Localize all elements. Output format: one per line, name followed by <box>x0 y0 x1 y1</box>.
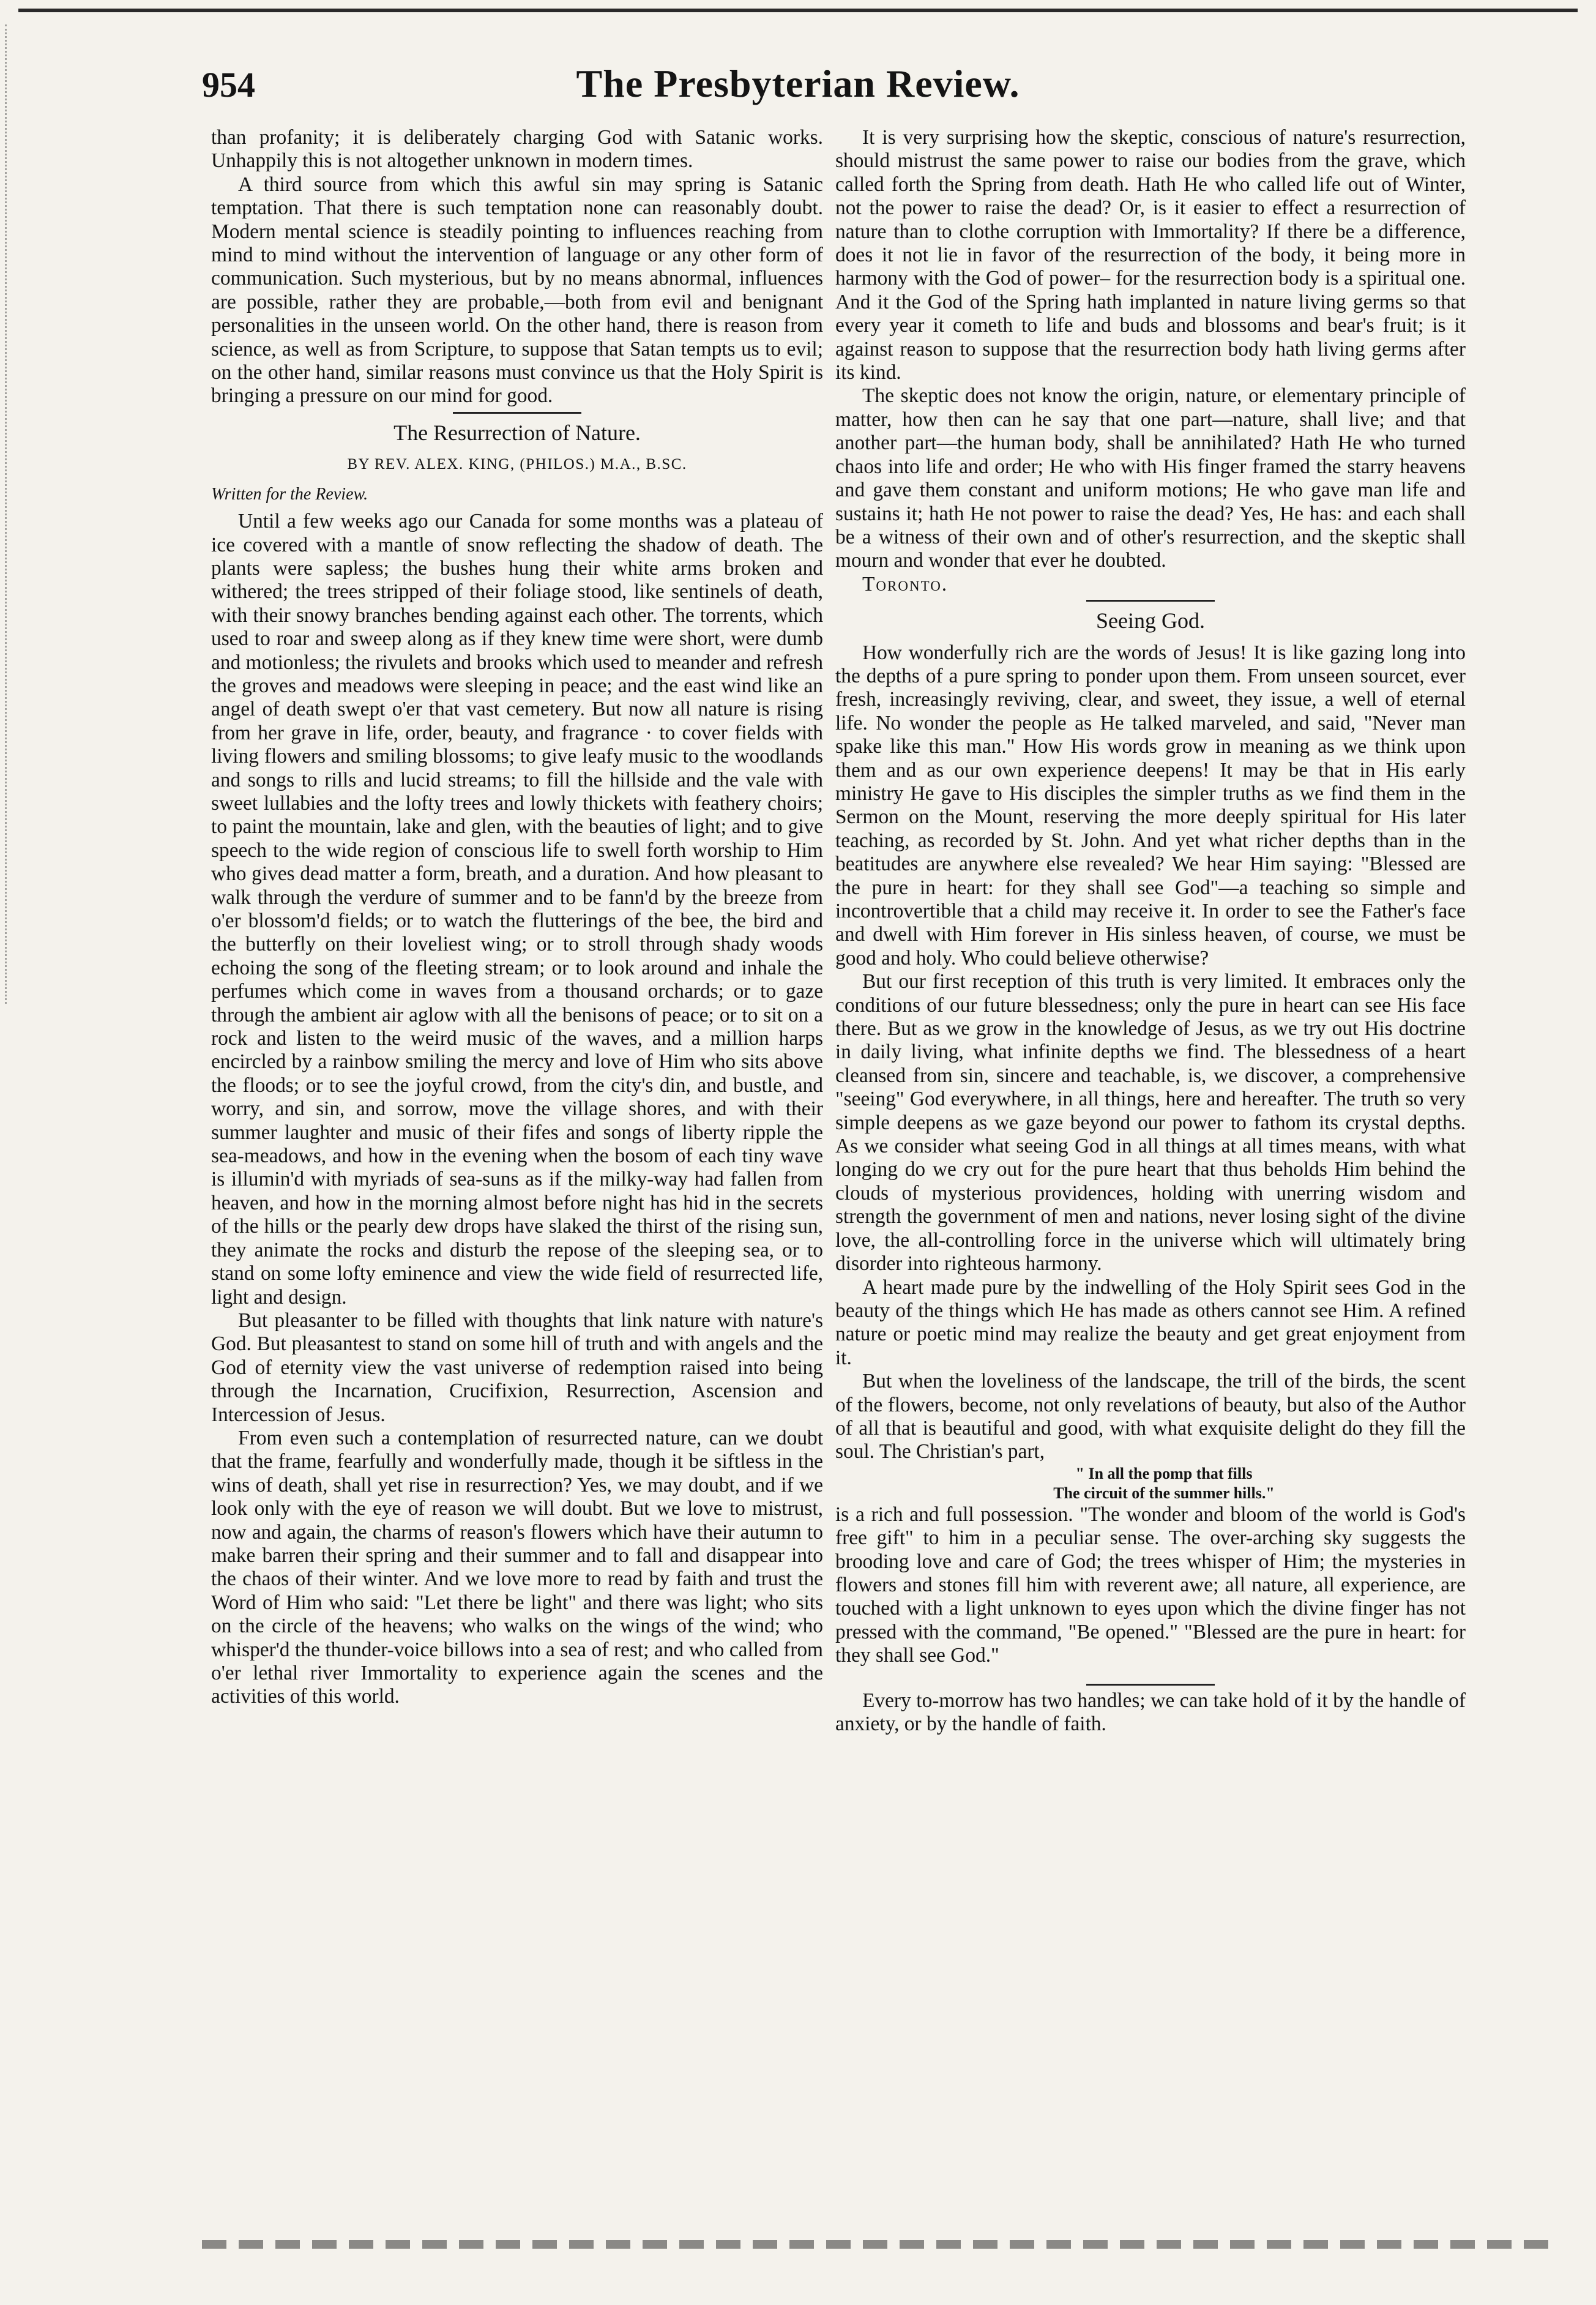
left-column <box>211 126 823 1709</box>
closing-divider-rule <box>1086 1684 1215 1686</box>
resurrection-paragraph-3: From even such a contemplation of resurrected nature, can we doubt that the frame, fearfully and wonderfully made, though it be siftless in the wins of death, shall yet rise in resurrection? Yes, we may doubt, and if we look only with the eye of reason we will doubt. But we love to mistrust, now and again, the charms of reason's flowers which have their autumn to make barren their spring and their summer and to fall and disappear into the chaos of their winter. And we love more to read by faith and trust the Word of Him who said: "Let there be light" and there was light; who sits on the circle of the heavens; who walks on the wings of the wind; who whisper'd the thunder-voice billows into a sea of rest; and who called from o'er lethal river Immortality to experience again the scenes and the activities of this world. <box>211 1426 823 1708</box>
bottom-scan-edge <box>202 2240 1561 2249</box>
closing-note: Every to-morrow has two handles; we can take hold of it by the handle of anxiety, or by the handle of faith. <box>835 1689 1466 1735</box>
margin-scan-marks <box>5 24 25 1004</box>
resurrection-paragraph-2: But pleasanter to be filled with thoughts that link nature with nature's God. But pleasantest to stand on some hill of truth and with angels and the God of eternity view the vast universe of redemption raised into being through the Incarnation, Crucifixion, Resurrection, Ascension and Intercession of Jesus. <box>211 1309 823 1426</box>
page-number: 954 <box>202 65 255 105</box>
poem-line-2: The circuit of the summer hills." <box>1053 1484 1275 1502</box>
spacer <box>835 1668 1466 1680</box>
article-divider-rule <box>453 412 581 414</box>
article-byline: BY REV. ALEX. KING, (PHILOS.) M.A., B.SC. <box>347 456 687 473</box>
left-paragraph-1: than profanity; it is deliberately charging God with Satanic works. Unhappily this is not altogether unknown in modern times. <box>211 126 823 173</box>
seeing-god-paragraph-3: A heart made pure by the indwelling of the Holy Spirit sees God in the beauty of the things which He has made as others cannot see Him. A refined nature or poetic mind may realize the beauty and get great enjoyment from it. <box>835 1276 1466 1369</box>
article-title-seeing-god: Seeing God. <box>1096 608 1205 633</box>
article-divider-rule <box>1086 600 1215 602</box>
right-paragraph-1: It is very surprising how the skeptic, conscious of nature's resurrection, should mistrust the same power to raise our bodies from the grave, which called forth the Spring from death. Hath He who called life out of Winter, not the power to raise the dead? Or, is it easier to effect a resurrection of nature than to clothe corruption with Immortality? If there be a difference, does it not lie in favor of the resurrection of the body, it being more in harmony with the God of power– for the resurrection body is a spiritual one. And it the God of the Spring hath implanted in nature living germs so that every year it cometh to life and buds and blossoms and bear's fruit; is it against reason to suppose that the resurrection body hath living germs after its kind. <box>835 126 1466 384</box>
seeing-god-paragraph-1: How wonderfully rich are the words of Jesus! It is like gazing long into the depths of a pure spring to ponder upon them. From unseen sourcet, ever fresh, increasingly reviving, clear, and sweet, they issue, a well of eternal life. No wonder the people as He talked marveled, and said, "Never man spake like this man." How His words grow in meaning as we think upon them and as our own experience deepens! It may be that in His early ministry He gave to His disciples the simpler truths as we find them in the Sermon on the Mount, reserving the more deeply spiritual for His later teaching, as recorded by St. John. And yet what richer depths than in the beatitudes are anywhere else revealed? We hear Him saying: "Blessed are the pure in heart: for they shall see God"—a teaching so simple and incontrovertible that a child may receive it. In order to see the Father's face and dwell with Him forever in His sinless heaven, of course, we must be good and holy. Who could believe otherwise? <box>835 641 1466 969</box>
seeing-god-after-poem: is a rich and full possession. "The wonder and bloom of the world is God's free gift" to him in a peculiar sense. The over-arching sky suggests the brooding love and care of God; the trees whisper of Him; the mysteries in flowers and stones fill him with reverent awe; all nature, all experience, are touched with a light unknown to eyes upon which the divine finger has not pressed with the command, "Be opened." "Blessed are the pure in heart: for they shall see God." <box>835 1503 1466 1667</box>
running-head: The Presbyterian Review. <box>576 62 1020 105</box>
top-border-rule <box>18 9 1578 12</box>
left-paragraph-2: A third source from which this awful sin may spring is Satanic temptation. That there is such temptation none can reasonably doubt. Modern mental science is steadily pointing to influences reaching from mind to mind without the intervention of language or any other form of communication. Such mysterious, but by no means abnormal, influences are possible, rather they are probable,—both from evil and benignant personalities in the unseen world. On the other hand, there is reason from science, as well as from Scripture, to suppose that Satan tempts us to evil; on the other hand, similar reasons must convince us that the Holy Spirit is bringing a pressure on our mind for good. <box>211 173 823 408</box>
seeing-god-paragraph-2: But our first reception of this truth is very limited. It embraces only the conditions of our future blessedness; only the pure in heart can see His face there. But as we grow in the knowledge of Jesus, as we try out His doctrine in daily living, what infinite depths we find. The blessedness of a heart cleansed from sin, sincere and teachable, is, we discover, a comprehensive "seeing" God everywhere, in all things, here and hereafter. The truth so very simple deepens as we gaze beyond our power to fathom its crystal depths. As we consider what seeing God in all things at all times means, with what longing do we cry out for the pure heart that thus beholds Him behind the clouds of mysterious providences, holding with unerring wisdom and strength the government of men and nations, never losing sight of the divine love, the all-controlling force in the universe which will ultimately bring disorder into righteous harmony. <box>835 970 1466 1276</box>
signoff-toronto: Toronto. <box>862 572 949 596</box>
right-paragraph-2: The skeptic does not know the origin, nature, or elementary principle of matter, how then can he say that one part—nature, shall live; and that another part—the human body, shall be annihilated? Hath He who turned chaos into life and order; He who with His finger framed the starry heavens and gave them constant and uniform motions; He who gave man life and sustains it; hath He not power to raise the dead? Yes, He has: and each shall be a witness of their own and of other's resurrection, and the skeptic shall mourn and wonder that ever he doubted. <box>835 384 1466 572</box>
seeing-god-paragraph-4: But when the loveliness of the landscape, the trill of the birds, the scent of the flowers, become, not only revelations of beauty, but also of the Author of all that is beautiful and good, with what exquisite delight do they fill the soul. The Christian's part, <box>835 1370 1466 1463</box>
right-column <box>835 126 1466 1736</box>
resurrection-paragraph-1: Until a few weeks ago our Canada for some months was a plateau of ice covered with a mantle of snow reflecting the shadow of death. The plants were sapless; the bushes hung their white arms broken and withered; the trees stripped of their foliage stood, like sentinels of death, with their snowy branches bending against each other. The torrents, which used to roar and sweep along as if they knew time were short, were dumb and motionless; the rivulets and brooks which used to meander and refresh the groves and meadows were sleeping in peace; and the east wind like an angel of death swept o'er that vast cemetery. But now all nature is rising from her grave in life, order, beauty, and fragrance · to cover fields with living flowers and smiling blossoms; to give leafy music to the woodlands and songs to rills and lucid streams; to fill the hillside and the vale with sweet lullabies and the lofty trees and lowly thickets with feathery choirs; to paint the mountain, lake and glen, with the beauties of light; and to give speech to the wide region of conscious life to swell forth worship to Him who gives dead matter a form, breath, and a duration. And how pleasant to walk through the verdure of summer and to be fann'd by the breeze from o'er blossom'd fields; or to watch the flutterings of the bee, the bird and the butterfly on their loveliest wing; or to stroll through shady woods echoing the song of the fleeting stream; or to look around and inhale the perfumes which come in waves from a thousand orchards; or to gaze through the ambient air aglow with all the benisons of peace; or to sit on a rock and listen to the weird music of the waves, and a million harps encircled by a rainbow smiling the mercy and love of Him who sits above the floods; or to see the joyful crowd, from the city's din, and bustle, and worry, and sin, and sorrow, move the village shores, and with their summer laughter and music of their fifes and songs of liberty ripple the sea-meadows, and how in the evening when the bosom of each tiny wave is illumin'd with myriads of sea-suns as if the milky-way had fallen from heaven, and how in the morning almost before night has hid in the secrets of the hills or the pearly dew drops have slaked the thirst of the rising sun, they animate the rocks and disturb the repose of the sleeping sea, or to stand on some lofty eminence and view the wide field of resurrected life, light and design. <box>211 510 823 1309</box>
article-title-resurrection: The Resurrection of Nature. <box>393 420 641 445</box>
written-for-note: Written for the Review. <box>211 484 368 504</box>
poem-line-1: " In all the pomp that fills <box>1075 1464 1253 1482</box>
